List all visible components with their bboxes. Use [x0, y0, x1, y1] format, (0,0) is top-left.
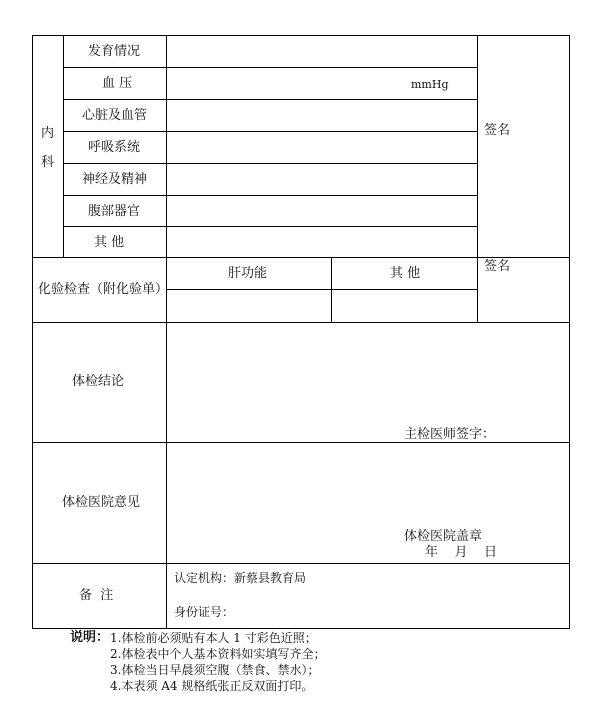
note-item: 4.本表须 A4 规格纸张正反双面打印。 — [110, 679, 314, 693]
frame-right — [569, 35, 570, 629]
id-number-label: 身份证号： — [174, 605, 235, 619]
frame-left — [32, 35, 33, 629]
blood-pressure-field[interactable] — [167, 68, 407, 99]
hospital-seal-label: 体检医院盖章 — [404, 529, 483, 544]
neuro-field[interactable] — [167, 164, 476, 195]
internal-medicine-label: 内 — [41, 126, 55, 141]
abdomen-field[interactable] — [167, 196, 476, 226]
row-label-development: 发育情况 — [88, 44, 141, 59]
hospital-opinion-field[interactable] — [167, 443, 569, 523]
im-signature-label: 签名 — [484, 123, 511, 138]
blood-pressure-unit: mmHg — [411, 78, 449, 91]
im-divider-signature — [477, 35, 478, 322]
lab-signature-label: 签名 — [484, 259, 511, 274]
authority-text: 认定机构：新蔡县教育局 — [174, 571, 307, 585]
notes-label: 说明： — [70, 630, 110, 645]
row-label-other: 其 他 — [94, 235, 125, 250]
id-number-field[interactable] — [236, 600, 566, 622]
im-bottom-line — [32, 257, 570, 258]
other-field[interactable] — [167, 227, 476, 257]
lab-liver-field[interactable] — [167, 290, 330, 321]
row-label-blood-pressure: 血 压 — [102, 76, 133, 91]
remarks-label: 备 注 — [79, 588, 114, 603]
conclusion-label: 体检结论 — [72, 374, 125, 389]
note-item: 1.体检前必须贴有本人 1 寸彩色近照； — [110, 631, 317, 645]
date-label: 年 月 日 — [425, 545, 498, 560]
im-divider-section — [63, 35, 64, 257]
row-label-heart: 心脏及血管 — [82, 108, 148, 123]
row-label-abdomen: 腹部器官 — [88, 204, 141, 219]
note-item: 3.体检当日早晨须空腹（禁食、禁水）； — [110, 663, 320, 677]
lab-column-liver: 肝功能 — [228, 266, 268, 281]
internal-medicine-label: 科 — [41, 155, 55, 170]
lab-label: 化验检查（附化验单） — [38, 282, 169, 297]
lab-column-other: 其 他 — [390, 266, 421, 281]
doctor-signature-label: 主检医师签字： — [404, 427, 496, 442]
heart-field[interactable] — [167, 100, 476, 131]
opinion-bottom-line — [32, 563, 570, 564]
row-label-neuro: 神经及精神 — [82, 172, 148, 187]
note-item: 2.体检表中个人基本资料如实填写齐全； — [110, 647, 326, 661]
hospital-opinion-label: 体检医院意见 — [62, 495, 141, 510]
conclusion-field[interactable] — [167, 323, 569, 418]
development-field[interactable] — [167, 36, 476, 67]
frame-bottom — [32, 628, 570, 629]
respiratory-field[interactable] — [167, 132, 476, 163]
row-label-respiratory: 呼吸系统 — [88, 140, 141, 155]
lab-other-field[interactable] — [332, 290, 476, 321]
